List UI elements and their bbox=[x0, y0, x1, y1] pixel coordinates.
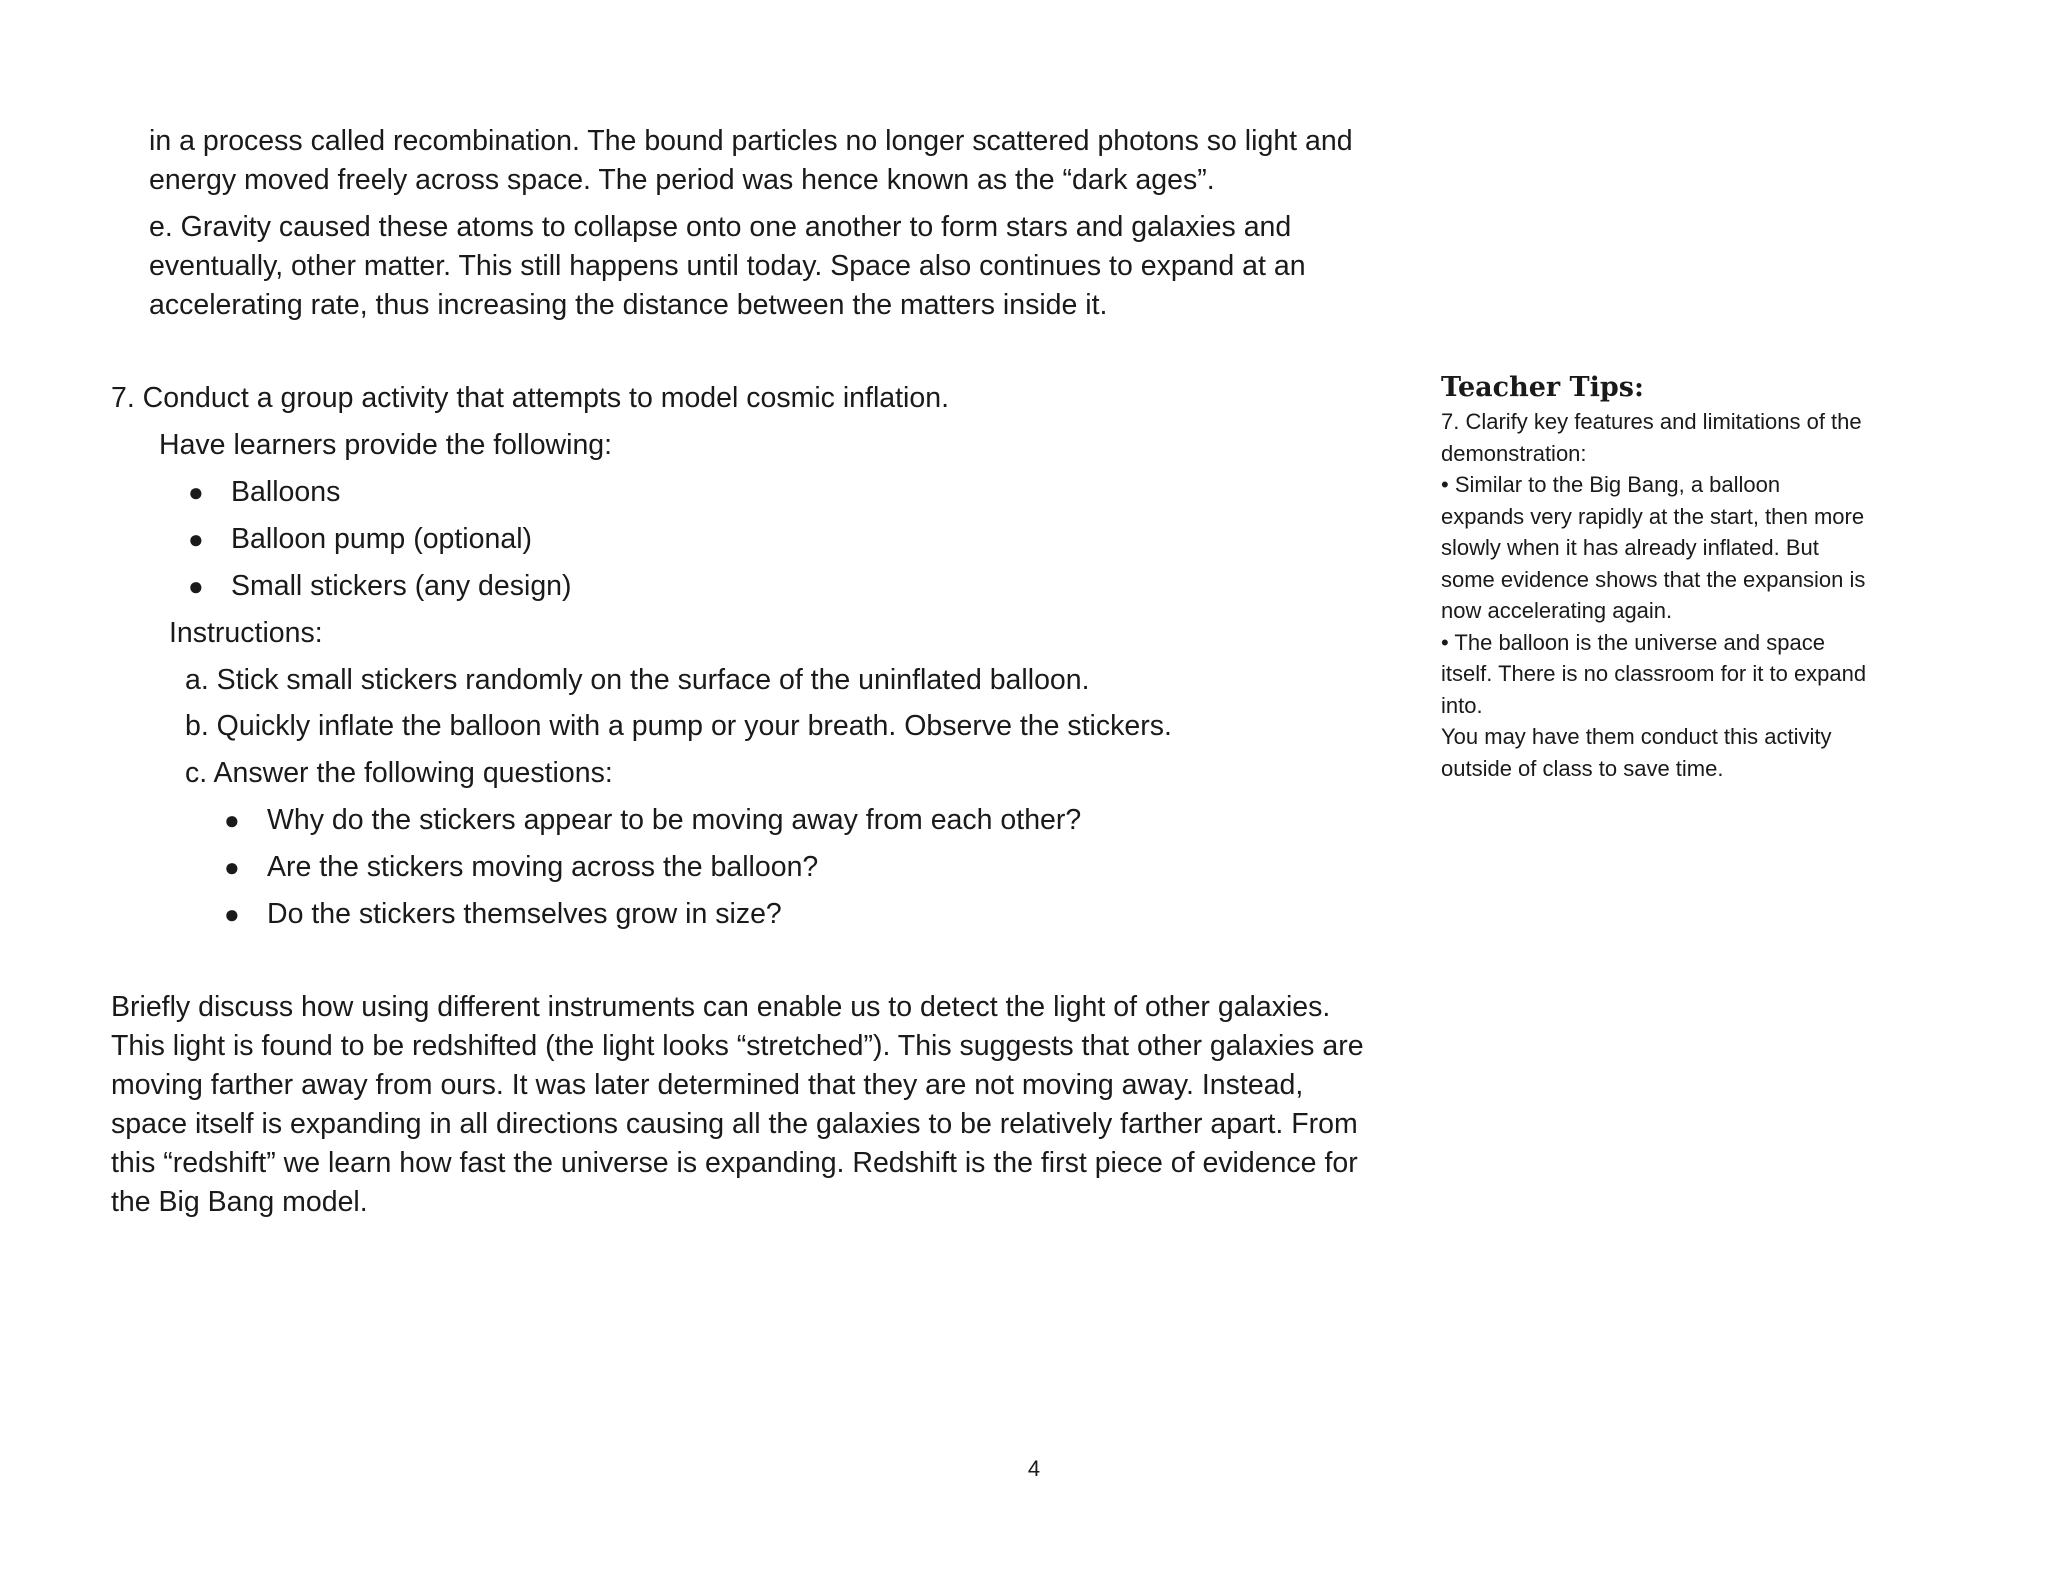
discussion-line: This light is found to be redshifted (the light looks “stretched”). This suggests that other galaxies are bbox=[111, 1030, 1364, 1062]
item-e-line: e. Gravity caused these atoms to collapse onto one another to form stars and galaxies and bbox=[149, 211, 1292, 243]
discussion-line: Briefly discuss how using different instruments can enable us to detect the light of other galaxies. bbox=[111, 991, 1331, 1023]
step-7-heading: 7. Conduct a group activity that attempts to model cosmic inflation. bbox=[111, 382, 949, 414]
discussion-line: the Big Bang model. bbox=[111, 1186, 368, 1218]
teacher-tips-line: expands very rapidly at the start, then more bbox=[1441, 503, 1865, 529]
intro-line: energy moved freely across space. The period was hence known as the “dark ages”. bbox=[149, 164, 1215, 196]
teacher-tips-line: • The balloon is the universe and space bbox=[1441, 629, 1825, 655]
bullet-icon: ● bbox=[224, 805, 240, 835]
instruction-item: c. Answer the following questions: bbox=[185, 757, 613, 789]
teacher-tips-box bbox=[1441, 370, 1941, 784]
teacher-tips-title: Teacher Tips: bbox=[1441, 372, 1644, 403]
instruction-item: b. Quickly inflate the balloon with a pump or your breath. Observe the stickers. bbox=[185, 710, 1172, 742]
bullet-icon: ● bbox=[188, 524, 204, 554]
item-e-line: accelerating rate, thus increasing the distance between the matters inside it. bbox=[149, 289, 1108, 321]
question-item: Are the stickers moving across the balloon? bbox=[267, 851, 819, 883]
question-item: Why do the stickers appear to be moving away from each other? bbox=[267, 804, 1082, 836]
material-item: Balloons bbox=[231, 476, 341, 508]
question-item: Do the stickers themselves grow in size? bbox=[267, 898, 782, 930]
page-number: 4 bbox=[1027, 1456, 1041, 1481]
teacher-tips-line: into. bbox=[1441, 692, 1483, 718]
material-item: Balloon pump (optional) bbox=[231, 523, 533, 555]
bullet-icon: ● bbox=[188, 477, 204, 507]
discussion-line: this “redshift” we learn how fast the universe is expanding. Redshift is the first piece of evidence for bbox=[111, 1147, 1358, 1179]
teacher-tips-line: You may have them conduct this activity bbox=[1441, 724, 1832, 749]
teacher-tips-line: some evidence shows that the expansion is bbox=[1441, 566, 1866, 592]
teacher-tips-line: itself. There is no classroom for it to expand bbox=[1441, 661, 1867, 686]
teacher-tips-line: outside of class to save time. bbox=[1441, 755, 1724, 781]
teacher-tips-line: • Similar to the Big Bang, a balloon bbox=[1441, 472, 1781, 497]
instructions-label: Instructions: bbox=[169, 617, 323, 649]
teacher-tips-line: 7. Clarify key features and limitations of the bbox=[1441, 409, 1862, 434]
instruction-item: a. Stick small stickers randomly on the surface of the uninflated balloon. bbox=[185, 664, 1090, 696]
discussion-line: moving farther away from ours. It was later determined that they are not moving away. Instead, bbox=[111, 1069, 1304, 1101]
material-item: Small stickers (any design) bbox=[231, 570, 572, 602]
teacher-tips-line: slowly when it has already inflated. But bbox=[1441, 535, 1819, 560]
bullet-icon: ● bbox=[224, 852, 240, 882]
discussion-line: space itself is expanding in all directions causing all the galaxies to be relatively farther apart. From bbox=[111, 1108, 1358, 1140]
teacher-tips-line: demonstration: bbox=[1441, 440, 1587, 466]
bullet-icon: ● bbox=[224, 899, 240, 929]
intro-line: in a process called recombination. The bound particles no longer scattered photons so light and bbox=[149, 125, 1353, 157]
provide-intro: Have learners provide the following: bbox=[159, 429, 613, 461]
bullet-icon: ● bbox=[188, 571, 204, 601]
teacher-tips-line: now accelerating again. bbox=[1441, 598, 1673, 623]
item-e-line: eventually, other matter. This still happens until today. Space also continues to expand at an bbox=[149, 250, 1306, 282]
